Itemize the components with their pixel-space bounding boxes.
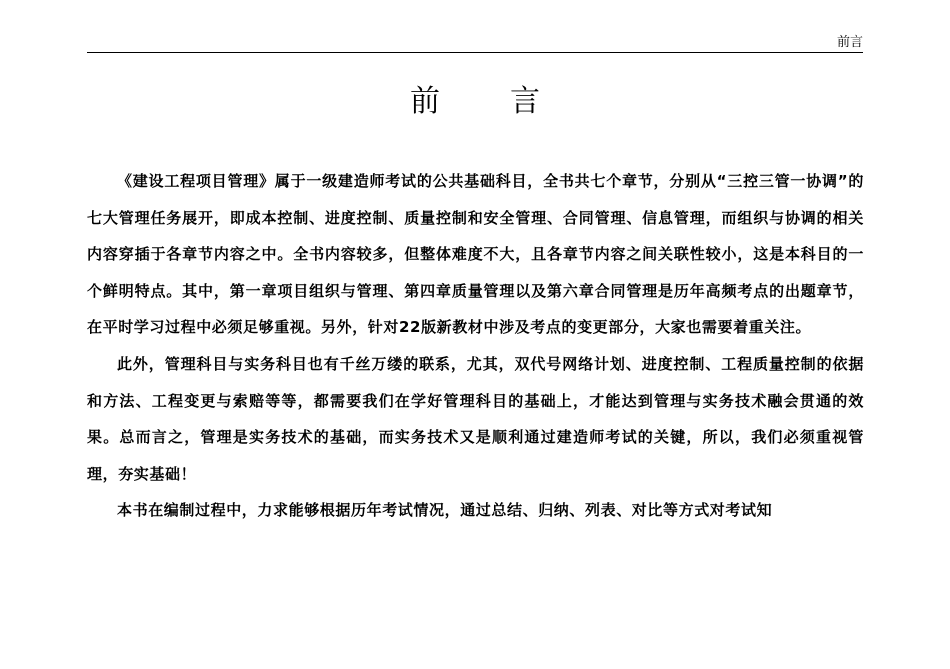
page-title-char-1: 前 — [410, 84, 440, 119]
paragraph-2: 此外，管理科目与实务科目也有千丝万缕的联系，尤其，双代号网络计划、进度控制、工程质量控制的依据和方法、工程变更与索赔等等，都需要我们在学好管理科目的基础上，才能达到管理与实务技术融会贯通的效果。总而言之，管理是实务技术的基础，而实务技术又是顺利通过建造师考试的关键，所以，我们必须重视管理，夯实基础！ — [87, 354, 864, 483]
running-header — [87, 34, 863, 53]
page-title-char-2: 言 — [510, 84, 540, 119]
preface-body — [87, 163, 864, 529]
paragraph-1: 《建设工程项目管理》属于一级建造师考试的公共基础科目，全书共七个章节，分别从“三控三管一协调”的七大管理任务展开，即成本控制、进度控制、质量控制和安全管理、合同管理、信息管理，而组织与协调的相关内容穿插于各章节内容之中。全书内容较多，但整体难度不大，且各章节内容之间关联性较小，这是本科目的一个鲜明特点。其中，第一章项目组织与管理、第四章质量管理以及第六章合同管理是历年高频考点的出题章节，在平时学习过程中必须足够重视。另外，针对22版新教材中涉及考点的变更部分，大家也需要着重关注。 — [87, 172, 864, 337]
paragraph-3: 本书在编制过程中，力求能够根据历年考试情况，通过总结、归纳、列表、对比等方式对考试知 — [117, 501, 773, 520]
page-title — [0, 82, 950, 122]
running-header-title: 前言 — [836, 35, 863, 50]
